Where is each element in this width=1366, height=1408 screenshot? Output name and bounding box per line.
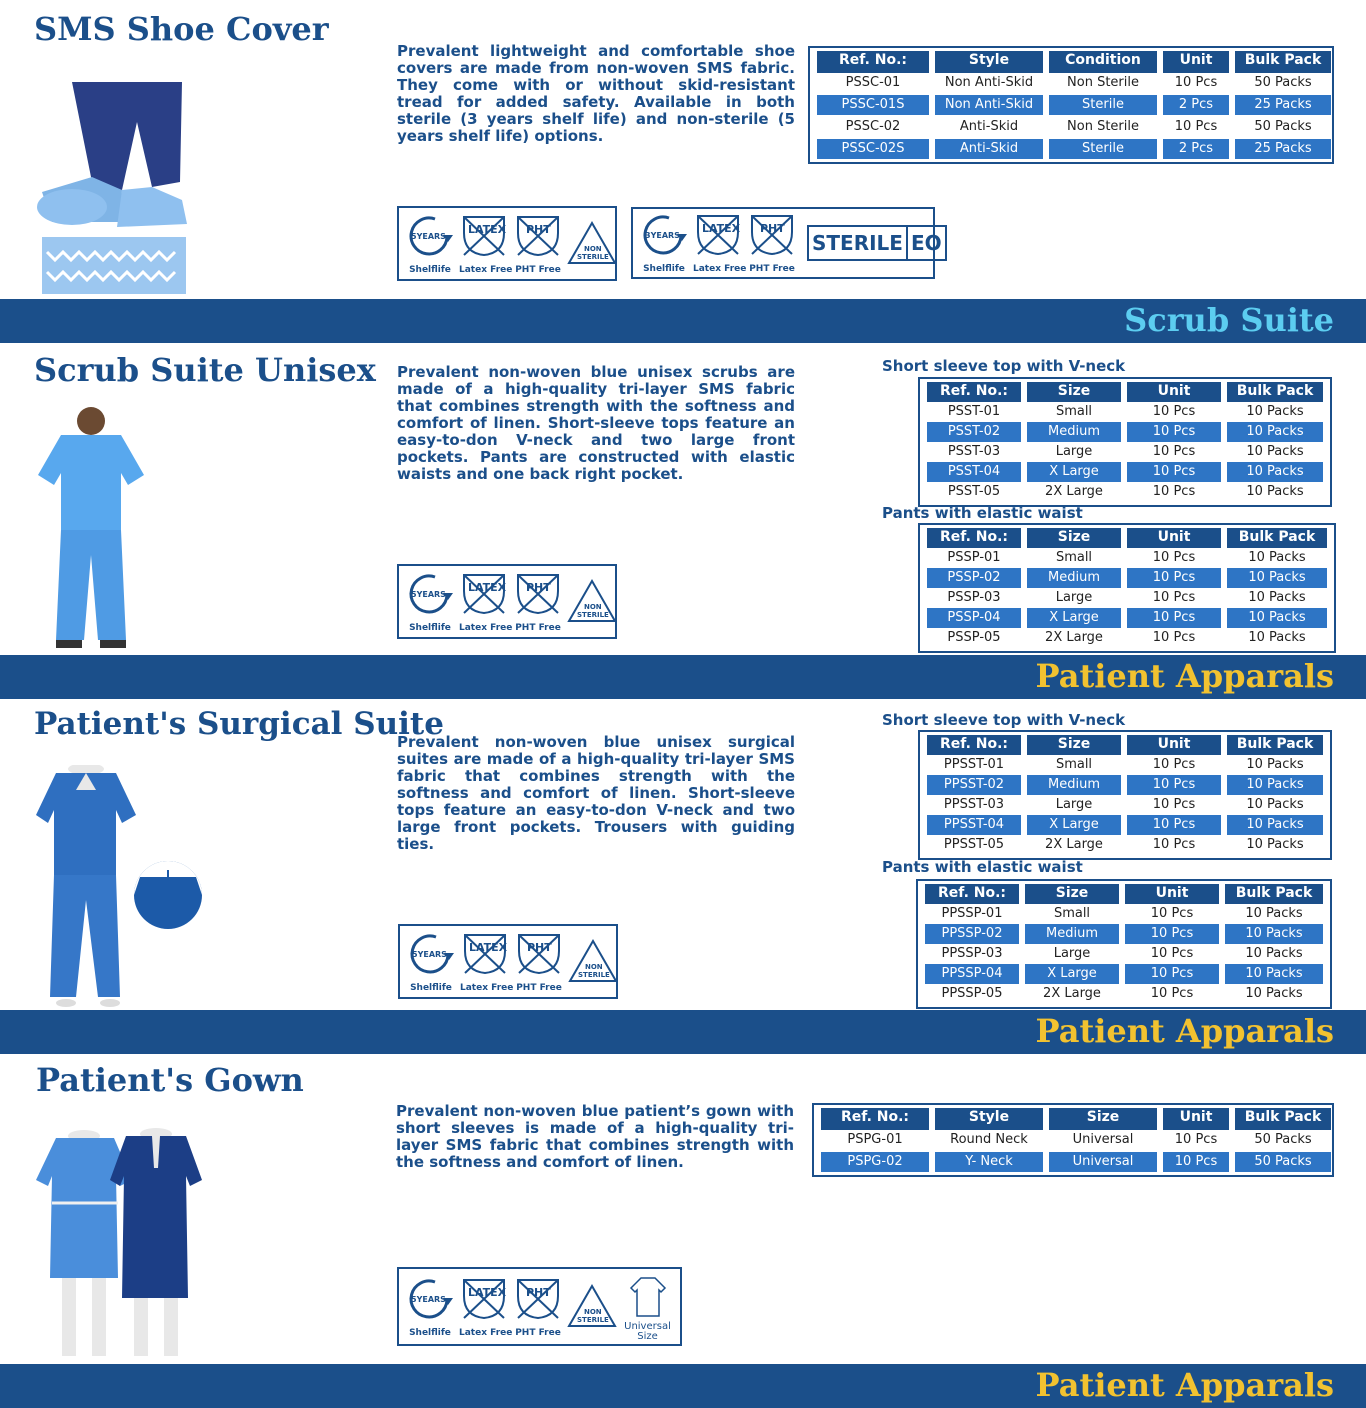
table-row: PPSST-01 Small 10 Pcs 10 Packs [943,757,1304,772]
section-band-scrub-suite: Scrub Suite [0,299,1366,343]
table-header-row: Ref. No.: Size Unit Bulk Pack [924,528,1330,548]
table-row: PSSC-01 Non Anti-Skid Non Sterile 10 Pcs 50 Packs [845,75,1312,90]
shoe-cover-description: Prevalent lightweight and comfortable shoe covers are made from non-woven SMS fabric. They come with or without skid-resistant tread for added safety. Available in both sterile (3 years shelf life) and non-sterile (5 years shelf life) options. [397,42,795,145]
scrub-suite-title: Scrub Suite Unisex [34,351,376,389]
table-row: PSST-02 Medium 10 Pcs 10 Packs [924,422,1326,442]
shelflife-icon: 5YEARS Shelflife [406,931,456,993]
gown-icon-strip [397,1267,682,1346]
shoe-cover-photo [32,82,192,230]
table-row: PSPG-02 Y- Neck Universal 10 Pcs 50 Packs [818,1152,1328,1172]
svg-text:NON: NON [584,602,602,611]
svg-text:PHT: PHT [527,940,552,954]
table-header-row: Ref. No.: Size Unit Bulk Pack [924,382,1326,402]
scrub-pants-label: Pants with elastic waist [882,504,1083,522]
svg-text:5YEARS: 5YEARS [411,589,446,599]
section-band-patient-apparals: Patient Apparals [0,655,1366,699]
svg-text:NON: NON [585,962,603,971]
nonsterile-icon-strip [397,206,617,281]
latex-free-icon: LATEX Latex Free [459,571,509,633]
svg-text:5YEARS: 5YEARS [411,231,446,241]
shelflife-icon: 3YEARS Shelflife [639,212,689,274]
latex-free-icon: LATEX Latex Free [693,212,743,274]
table-row: PSST-04 X Large 10 Pcs 10 Packs [924,462,1326,482]
anti-skid-sole-photo [42,237,186,294]
table-row: PSSC-02 Anti-Skid Non Sterile 10 Pcs 50 Packs [845,119,1312,134]
sterile-icon-strip [631,207,942,279]
table-row: PSSP-02 Medium 10 Pcs 10 Packs [924,568,1330,588]
table-row: PPSST-02 Medium 10 Pcs 10 Packs [924,775,1326,795]
svg-text:LATEX: LATEX [469,940,508,954]
surgical-pants-table [916,879,1332,1009]
shelflife-icon: 5YEARS Shelflife [405,1276,455,1338]
patient-gown-description: Prevalent non-woven blue patient’s gown with short sleeves is made of a high-quality tri-layer SMS fabric that combines strength with the softness and comfort of linen. [396,1102,794,1171]
surgical-suite-photo [36,765,206,1010]
surgical-suite-description: Prevalent non-woven blue unisex surgical suites are made of a high-quality tri-layer SMS fabric that combines strength with the softness and comfort of linen. Short-sleeve tops feature an easy-to-don V-neck and two large front pockets. Trousers with guiding ties. [397,733,795,853]
table-row: PPSST-05 2X Large 10 Pcs 10 Packs [943,837,1304,852]
table-row: PSSP-03 Large 10 Pcs 10 Packs [947,590,1306,605]
table-row: PPSSP-03 Large 10 Pcs 10 Packs [941,946,1303,961]
surgical-icon-strip [398,924,618,999]
svg-text:LATEX: LATEX [468,1285,507,1299]
svg-text:PHT: PHT [526,580,551,594]
scrub-pants-table [918,523,1336,653]
svg-text:5YEARS: 5YEARS [412,949,447,959]
svg-text:LATEX: LATEX [702,222,741,235]
table-row: PSST-05 2X Large 10 Pcs 10 Packs [947,484,1304,499]
table-row: PSSC-01S Non Anti-Skid Sterile 2 Pcs 25 Packs [814,95,1328,115]
svg-text:STERILE: STERILE [577,1315,609,1324]
table-row: PPSSP-05 2X Large 10 Pcs 10 Packs [941,986,1303,1001]
universal-size-icon: Universal Size [621,1276,674,1338]
section-band-patient-apparals: Patient Apparals [0,1364,1366,1408]
table-row: PSSP-01 Small 10 Pcs 10 Packs [947,550,1306,565]
non-sterile-icon [567,571,617,633]
latex-free-icon: LATEX Latex Free [459,1276,509,1338]
table-row: PPSSP-04 X Large 10 Pcs 10 Packs [922,964,1326,984]
svg-text:NON: NON [584,1307,602,1316]
pht-free-icon: PHT PHT Free [747,212,797,274]
scrub-suite-description: Prevalent non-woven blue unisex scrubs are made of a high-quality tri-layer SMS fabric that combines strength with the softness and comfort of linen. Short-sleeve tops feature an easy-to-don V-neck and two large front pockets. Pants are constructed with elastic waists and one back right pocket. [397,363,795,483]
svg-text:PHT: PHT [526,222,551,236]
pht-free-icon: PHT PHT Free [513,213,563,275]
shelflife-icon: 5YEARS Shelflife [405,213,455,275]
table-header-row: Ref. No.: Size Unit Bulk Pack [922,884,1326,904]
pht-free-icon: PHT PHT Free [513,571,563,633]
svg-text:PHT: PHT [526,1285,551,1299]
patient-gown-photo [36,1128,206,1363]
svg-text:STERILE: STERILE [577,610,609,619]
svg-text:3YEARS: 3YEARS [645,231,680,240]
surgical-top-label: Short sleeve top with V-neck [882,711,1126,729]
section-band-patient-apparals: Patient Apparals [0,1010,1366,1054]
table-header-row: Ref. No.: Style Size Unit Bulk Pack [818,1108,1328,1130]
non-sterile-icon [567,213,617,275]
scrub-top-table [918,377,1332,507]
svg-text:NON: NON [584,244,602,253]
svg-text:PHT: PHT [760,222,785,235]
table-row: PSST-01 Small 10 Pcs 10 Packs [947,404,1304,419]
shelflife-icon: 5YEARS Shelflife [405,571,455,633]
patient-gown-table [812,1103,1334,1177]
table-header-row: Ref. No.: Style Condition Unit Bulk Pack [814,51,1328,73]
table-row: PSSC-02S Anti-Skid Sterile 2 Pcs 25 Packs [814,139,1328,159]
patient-gown-title: Patient's Gown [36,1061,304,1099]
non-sterile-icon [568,931,618,993]
table-row: PSST-03 Large 10 Pcs 10 Packs [947,444,1304,459]
latex-free-icon: LATEX Latex Free [460,931,510,993]
table-row: PPSSP-01 Small 10 Pcs 10 Packs [941,906,1303,921]
scrub-top-label: Short sleeve top with V-neck [882,357,1126,375]
shoe-cover-table [808,46,1334,164]
latex-free-icon: LATEX Latex Free [459,213,509,275]
shoe-cover-title: SMS Shoe Cover [34,10,329,48]
svg-text:STERILE: STERILE [577,252,609,261]
surgical-suite-title: Patient's Surgical Suite [34,706,444,742]
scrub-icon-strip [397,564,617,639]
non-sterile-icon [567,1276,617,1338]
scrub-suite-photo [36,405,146,650]
surgical-pants-label: Pants with elastic waist [882,858,1083,876]
table-row: PSSP-05 2X Large 10 Pcs 10 Packs [947,630,1306,645]
table-header-row: Ref. No.: Size Unit Bulk Pack [924,735,1326,755]
svg-text:LATEX: LATEX [468,580,507,594]
table-row: PPSSP-02 Medium 10 Pcs 10 Packs [922,924,1326,944]
sterile-eo-badge: STERILE EO [807,225,947,261]
table-row: PPSST-04 X Large 10 Pcs 10 Packs [924,815,1326,835]
svg-text:LATEX: LATEX [468,222,507,236]
table-row: PSPG-01 Round Neck Universal 10 Pcs 50 Packs [847,1132,1312,1147]
pht-free-icon: PHT PHT Free [513,1276,563,1338]
surgical-top-table [918,730,1332,860]
table-row: PSSP-04 X Large 10 Pcs 10 Packs [924,608,1330,628]
svg-text:STERILE: STERILE [578,970,610,979]
pht-free-icon: PHT PHT Free [514,931,564,993]
table-row: PPSST-03 Large 10 Pcs 10 Packs [943,797,1304,812]
svg-text:5YEARS: 5YEARS [411,1294,446,1304]
